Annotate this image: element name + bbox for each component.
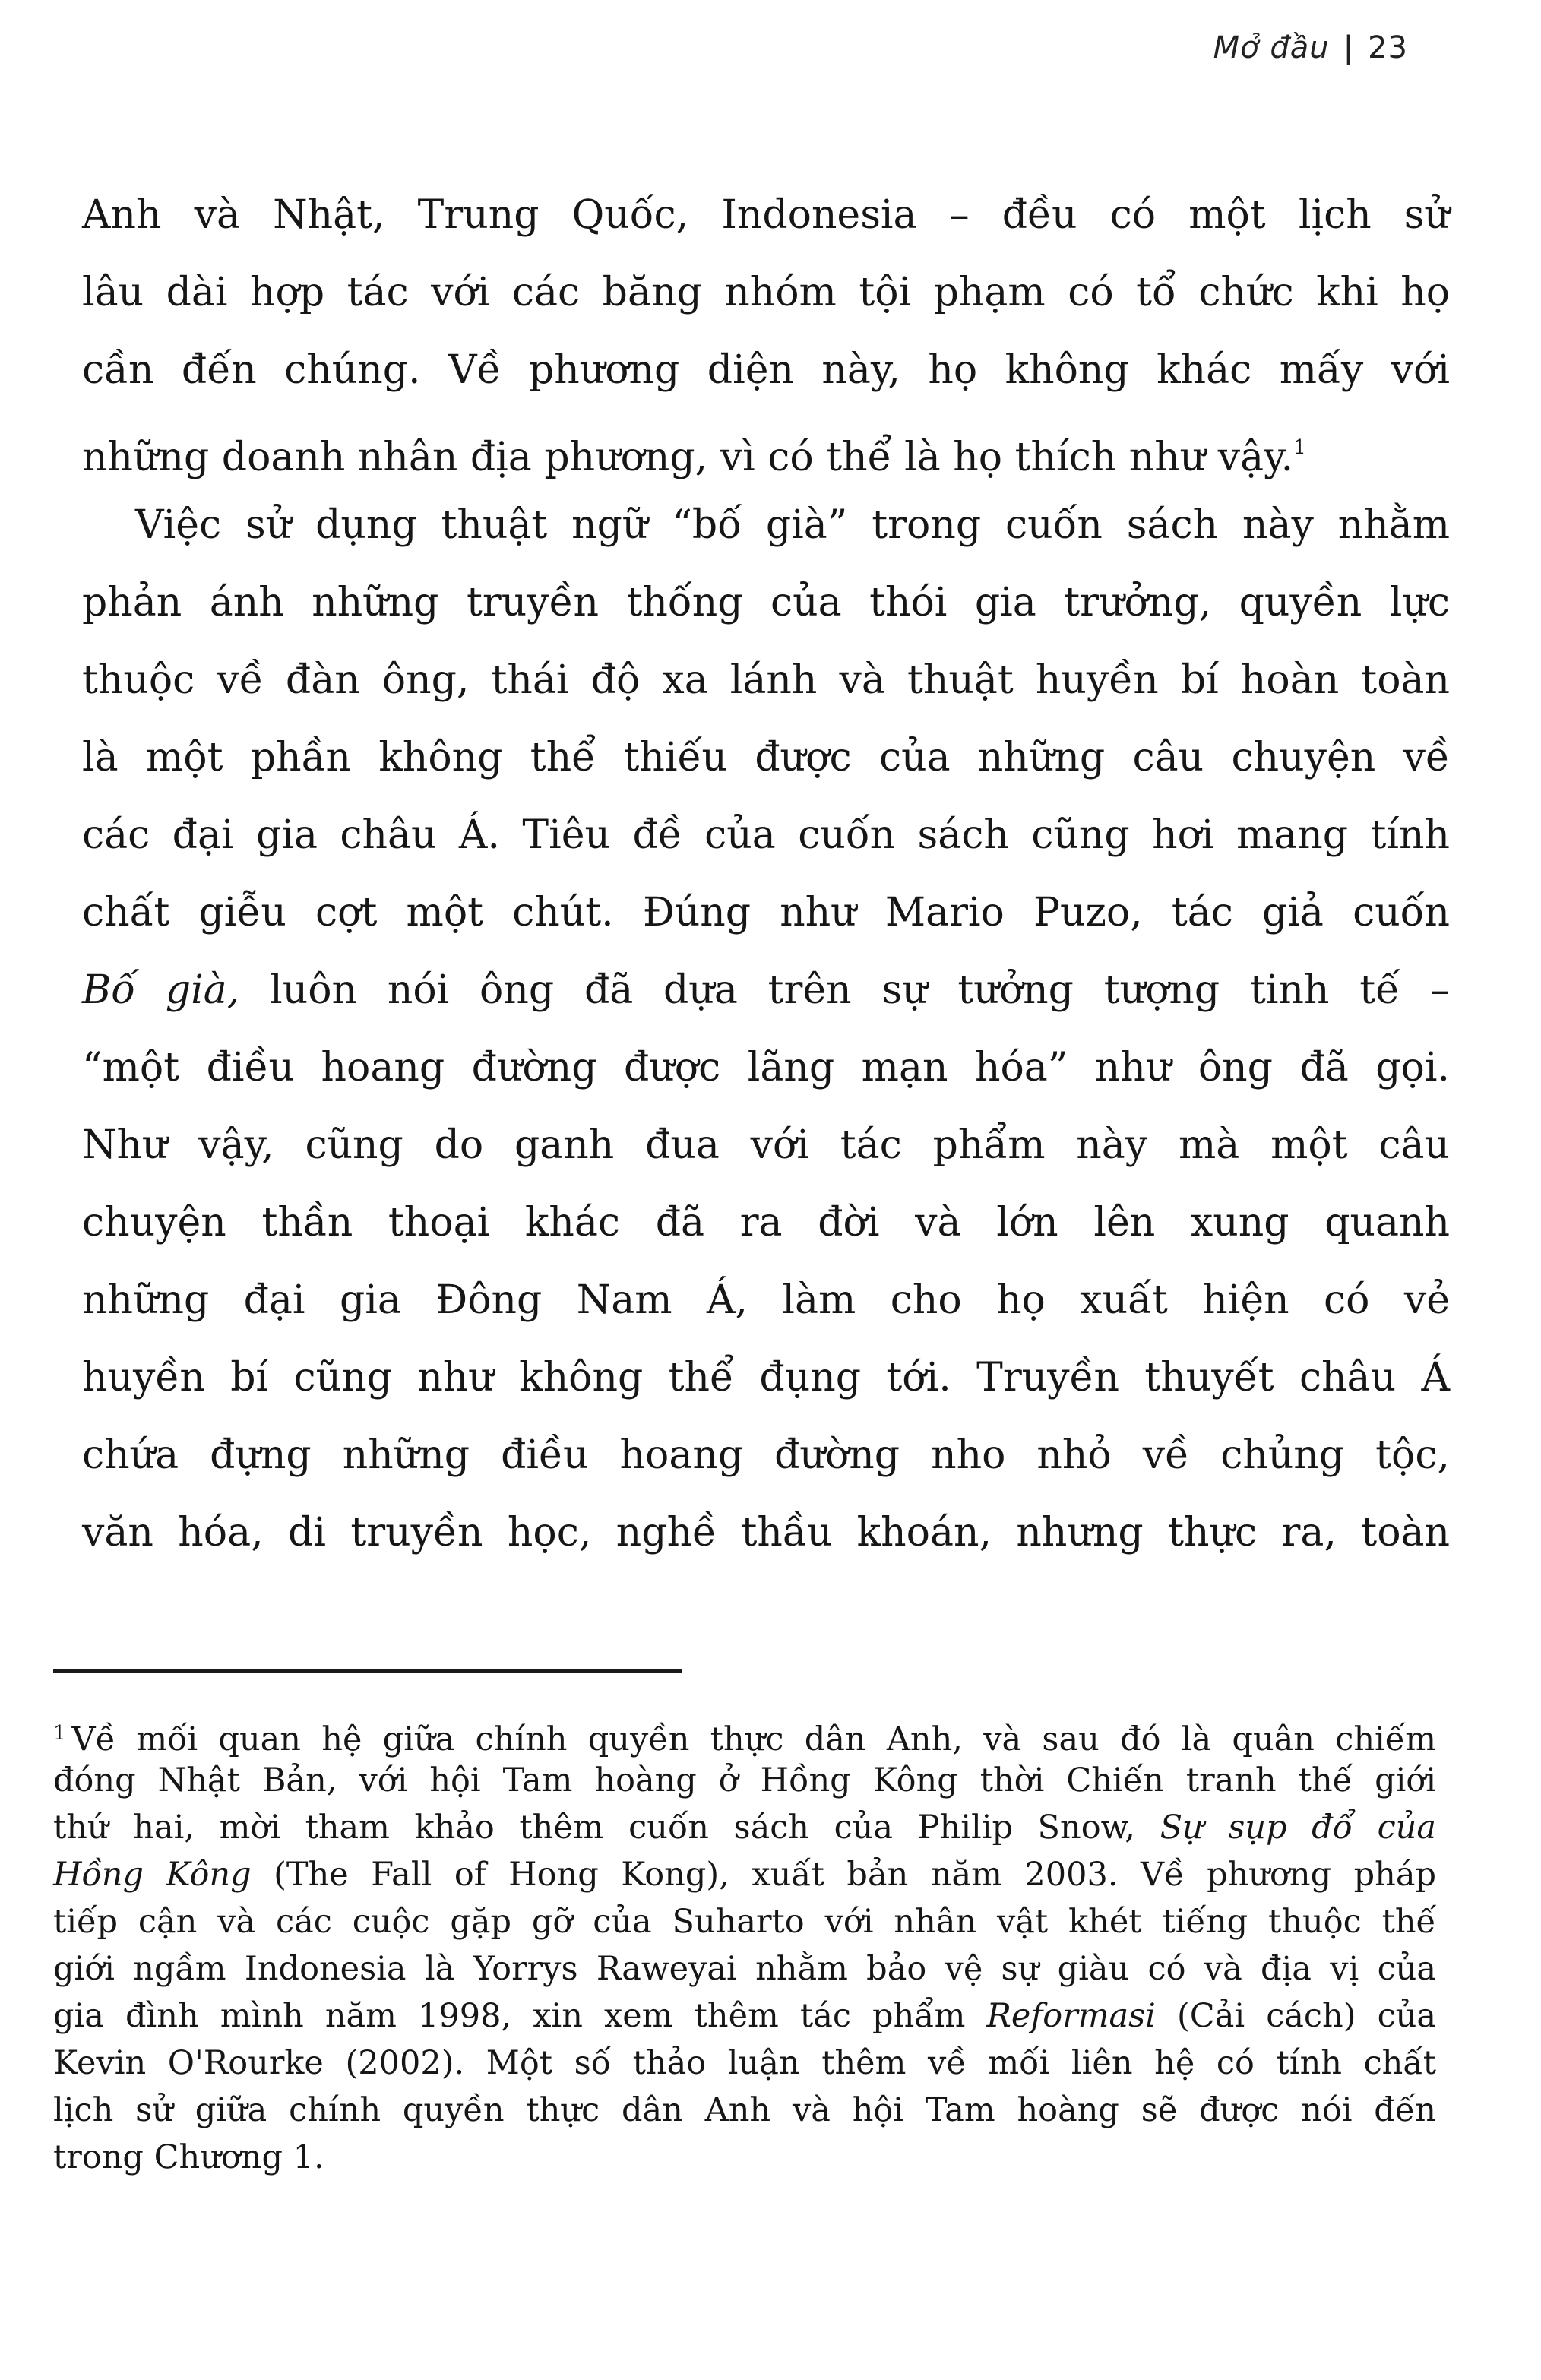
text-line: chuyện thần thoại khác đã ra đời và lớn lên xung quanh: [82, 1200, 1450, 1245]
text-line: chứa đựng những điều hoang đường nho nhỏ về chủng tộc,: [82, 1432, 1450, 1478]
text-line: chất giễu cợt một chút. Đúng như Mario Puzo, tác giả cuốn: [82, 890, 1450, 935]
footnote: [53, 1710, 1436, 2181]
text-line: [82, 409, 1450, 486]
text-segment: Về mối quan hệ giữa chính quyền thực dân Anh, và sau đó là quân chiếm: [71, 1720, 1436, 1758]
footnote-line: [53, 1804, 1436, 1851]
footnote-divider: [53, 1669, 682, 1673]
text-segment: thứ hai, mời tham khảo thêm cuốn sách của Philip Snow,: [53, 1809, 1160, 1847]
page-number: 23: [1368, 30, 1408, 65]
footnote-line: giới ngầm Indonesia là Yorrys Raweyai nhằm bảo vệ sự giàu có và địa vị của: [53, 1950, 1436, 1988]
running-header: [1213, 30, 1408, 65]
text-line: lâu dài hợp tác với các băng nhóm tội phạm có tổ chức khi họ: [82, 270, 1450, 315]
text-line: Việc sử dụng thuật ngữ “bố già” trong cuốn sách này nhằm: [135, 502, 1450, 548]
footnote-line: đóng Nhật Bản, với hội Tam hoàng ở Hồng Kông thời Chiến tranh thế giới: [53, 1761, 1436, 1799]
footnote-line: trong Chương 1.: [53, 2138, 324, 2176]
text-line: thuộc về đàn ông, thái độ xa lánh và thuật huyền bí hoàn toàn: [82, 657, 1450, 703]
book-title-italic: Sự sụp đổ của: [1160, 1809, 1436, 1847]
footnote-line: [53, 1851, 1436, 1898]
text-segment: những doanh nhân địa phương, vì có thể là họ thích như vậy.: [82, 435, 1294, 480]
text-line: “một điều hoang đường được lãng mạn hóa” như ông đã gọi.: [82, 1045, 1450, 1090]
footnote-line: tiếp cận và các cuộc gặp gỡ của Suharto với nhân vật khét tiếng thuộc thế: [53, 1903, 1436, 1941]
book-title-italic: Hồng Kông: [53, 1856, 252, 1894]
text-line: huyền bí cũng như không thể đụng tới. Truyền thuyết châu Á: [82, 1355, 1450, 1400]
text-line: cần đến chúng. Về phương diện này, họ không khác mấy với: [82, 347, 1450, 393]
text-line: là một phần không thể thiếu được của những câu chuyện về: [82, 735, 1450, 780]
book-title-italic: Reformasi: [986, 1997, 1156, 2035]
text-line: [82, 951, 1450, 1029]
footnote-line: Kevin O'Rourke (2002). Một số thảo luận thêm về mối liên hệ có tính chất: [53, 2044, 1436, 2082]
text-segment: (Cải cách) của: [1155, 1997, 1436, 2035]
text-line: Anh và Nhật, Trung Quốc, Indonesia – đều có một lịch sử: [82, 192, 1450, 238]
text-segment: gia đình mình năm 1998, xin xem thêm tác phẩm: [53, 1997, 987, 2035]
body-text: [82, 176, 1450, 1571]
chapter-title: Mở đầu: [1213, 30, 1330, 65]
text-segment: luôn nói ông đã dựa trên sự tưởng tượng tinh tế –: [239, 967, 1450, 1013]
footnote-line: lịch sử giữa chính quyền thực dân Anh và hội Tam hoàng sẽ được nói đến: [53, 2091, 1436, 2129]
book-title-italic: Bố già,: [82, 967, 240, 1013]
text-line: những đại gia Đông Nam Á, làm cho họ xuất hiện có vẻ: [82, 1277, 1450, 1323]
text-line: văn hóa, di truyền học, nghề thầu khoán, nhưng thực ra, toàn: [82, 1510, 1450, 1556]
text-line: phản ánh những truyền thống của thói gia trưởng, quyền lực: [82, 580, 1450, 625]
header-separator: |: [1343, 30, 1355, 65]
footnote-line: [53, 1992, 1436, 2040]
footnote-reference: 1: [1293, 436, 1306, 459]
footnote-line: [53, 1710, 1436, 1757]
text-segment: (The Fall of Hong Kong), xuất bản năm 2003. Về phương pháp: [251, 1856, 1436, 1894]
text-line: Như vậy, cũng do ganh đua với tác phẩm này mà một câu: [82, 1122, 1450, 1168]
footnote-marker: 1: [53, 1722, 66, 1745]
text-line: các đại gia châu Á. Tiêu đề của cuốn sách cũng hơi mang tính: [82, 812, 1450, 858]
